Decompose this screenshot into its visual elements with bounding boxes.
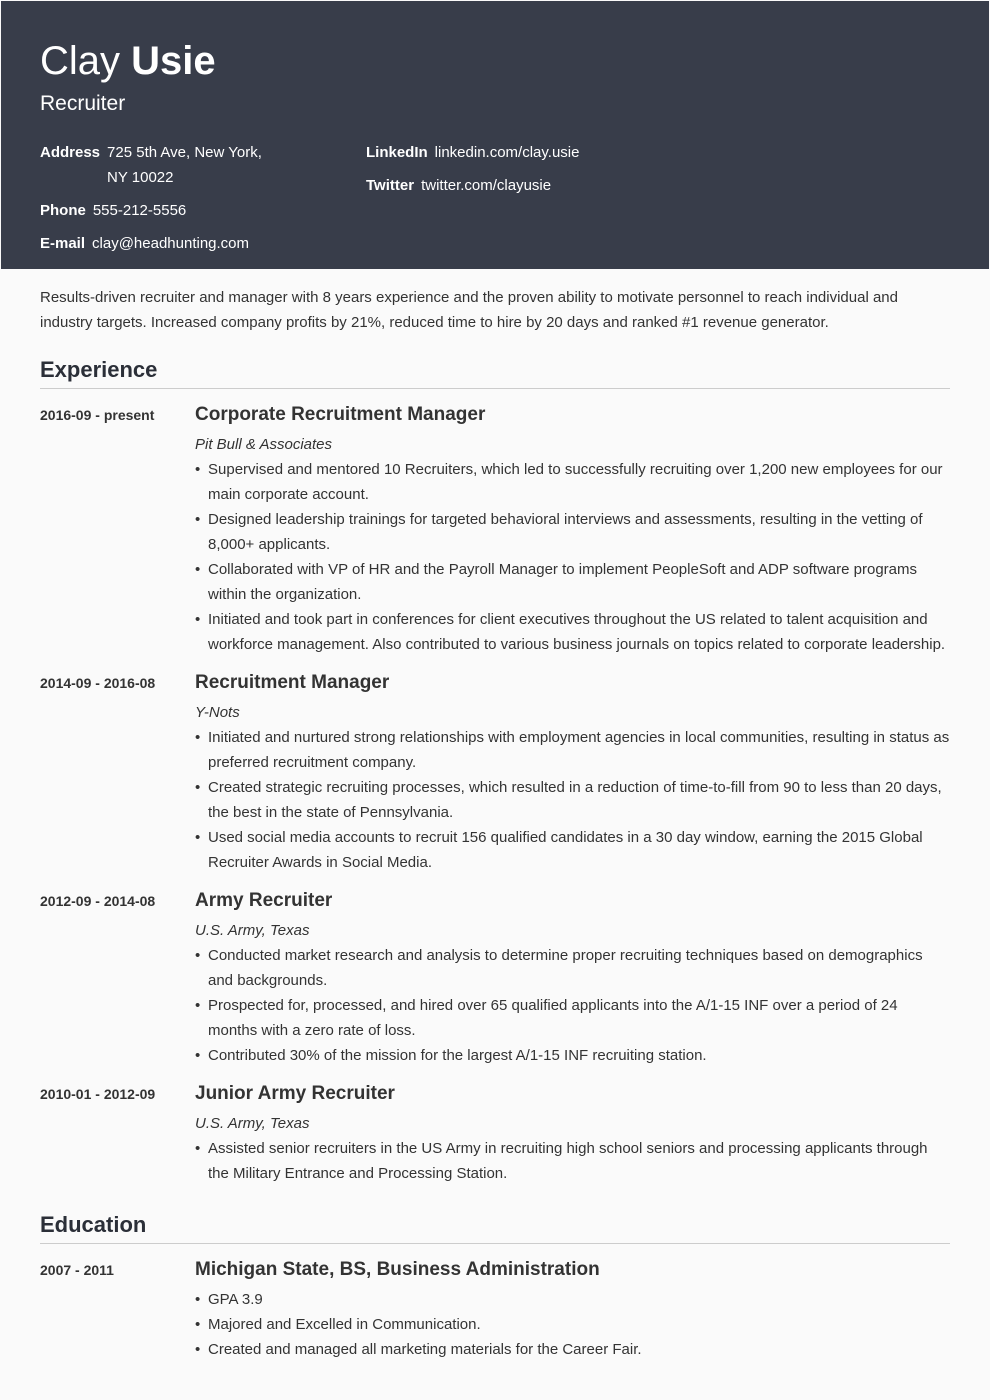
linkedin — [366, 140, 579, 165]
address-label: Address — [40, 144, 101, 161]
entry-company: Pit Bull & Associates — [195, 436, 332, 453]
entry — [40, 1082, 950, 1186]
experience-heading: Experience — [40, 357, 950, 389]
summary: Results-driven recruiter and manager with 8 years experience and the proven ability to motivate personnel to reach individual and industry targets. Increased company profits by 21%, reduced time to hire by 20 days and ranked #1 revenue generator. — [40, 289, 898, 331]
bullet-item: • Conducted market research and analysis to determine proper recruiting techniques based on demographics and backgrounds. — [195, 943, 950, 993]
entry-bullets — [195, 457, 950, 657]
entry-bullets — [195, 1136, 950, 1186]
bullet-item: • Created and managed all marketing materials for the Career Fair. — [195, 1337, 950, 1362]
first-name: Clay — [40, 39, 121, 83]
address — [40, 140, 262, 190]
email-label: E-mail — [40, 235, 86, 252]
entry-bullets — [195, 1287, 950, 1362]
phone — [40, 198, 186, 223]
entry-company: Y-Nots — [195, 704, 240, 721]
bullet-item: • Created strategic recruiting processes, which resulted in a reduction of time-to-fill from 90 to less than 20 days, the best in the state of Pennsylvania. — [195, 775, 950, 825]
entry-title: Junior Army Recruiter — [195, 1083, 395, 1104]
bullet-item: • Used social media accounts to recruit 156 qualified candidates in a 30 day window, earning the 2015 Global Recruiter Awards in Social Media. — [195, 825, 950, 875]
entry-date: 2010-01 - 2012-09 — [40, 1086, 156, 1102]
resume-header — [1, 1, 989, 269]
linkedin-label: LinkedIn — [366, 144, 428, 161]
bullet-item: • Initiated and nurtured strong relationships with employment agencies in local communities, resulting in status as preferred recruitment company. — [195, 725, 950, 775]
bullet-item: • Contributed 30% of the mission for the largest A/1-15 INF recruiting station. — [195, 1043, 950, 1068]
entry — [40, 671, 950, 875]
bullet-item: • Collaborated with VP of HR and the Payroll Manager to implement PeopleSoft and ADP software programs within the organization. — [195, 557, 950, 607]
entry — [40, 889, 950, 1068]
entry-body — [195, 1082, 950, 1186]
bullet-item: • Designed leadership trainings for targeted behavioral interviews and assessments, resulting in the vetting of 8,000+ applicants. — [195, 507, 950, 557]
education-list — [40, 1258, 950, 1362]
job-role: Recruiter — [40, 92, 126, 115]
bullet-item: • Supervised and mentored 10 Recruiters, which led to successfully recruiting over 1,200 new employees for our main corporate account. — [195, 457, 950, 507]
address-line1: 725 5th Ave, New York, — [107, 144, 262, 161]
entry-title: Michigan State, BS, Business Administration — [195, 1259, 600, 1280]
address-line2: NY 10022 — [107, 169, 174, 186]
bullet-item: • Assisted senior recruiters in the US Army in recruiting high school seniors and processing applicants through the Military Entrance and Processing Station. — [195, 1136, 950, 1186]
linkedin-value[interactable]: linkedin.com/clay.usie — [434, 144, 580, 161]
entry-date: 2007 - 2011 — [40, 1262, 114, 1278]
email-value[interactable]: clay@headhunting.com — [92, 235, 250, 252]
entry-title: Corporate Recruitment Manager — [195, 404, 486, 425]
entry-body — [195, 1258, 950, 1362]
twitter — [366, 173, 551, 198]
entry-title: Army Recruiter — [195, 890, 333, 911]
entry-bullets — [195, 943, 950, 1068]
experience-list — [40, 403, 950, 1186]
entry-date: 2012-09 - 2014-08 — [40, 893, 156, 909]
last-name: Usie — [131, 39, 216, 83]
entry-body — [195, 403, 950, 657]
resume-body — [40, 285, 950, 1362]
email — [40, 231, 249, 256]
entry-title: Recruitment Manager — [195, 672, 390, 693]
entry-body — [195, 671, 950, 875]
entry-body — [195, 889, 950, 1068]
entry-company: U.S. Army, Texas — [195, 922, 310, 939]
entry-bullets — [195, 725, 950, 875]
bullet-item: • Prospected for, processed, and hired over 65 qualified applicants into the A/1-15 INF over a period of 24 months with a zero rate of loss. — [195, 993, 950, 1043]
twitter-label: Twitter — [366, 177, 415, 194]
entry — [40, 1258, 950, 1362]
education-heading: Education — [40, 1212, 950, 1244]
phone-value: 555-212-5556 — [92, 202, 187, 219]
bullet-item: • Initiated and took part in conferences for client executives throughout the US related to talent acquisition and workforce management. Also contributed to various business journals on topics related to corporate leadership. — [195, 607, 950, 657]
full-name — [40, 39, 216, 84]
twitter-value[interactable]: twitter.com/clayusie — [421, 177, 552, 194]
bullet-item: • GPA 3.9 — [195, 1287, 950, 1312]
bullet-item: • Majored and Excelled in Communication. — [195, 1312, 950, 1337]
entry-date: 2016-09 - present — [40, 407, 155, 423]
entry-date: 2014-09 - 2016-08 — [40, 675, 156, 691]
entry-company: U.S. Army, Texas — [195, 1115, 310, 1132]
entry — [40, 403, 950, 657]
phone-label: Phone — [40, 202, 86, 219]
